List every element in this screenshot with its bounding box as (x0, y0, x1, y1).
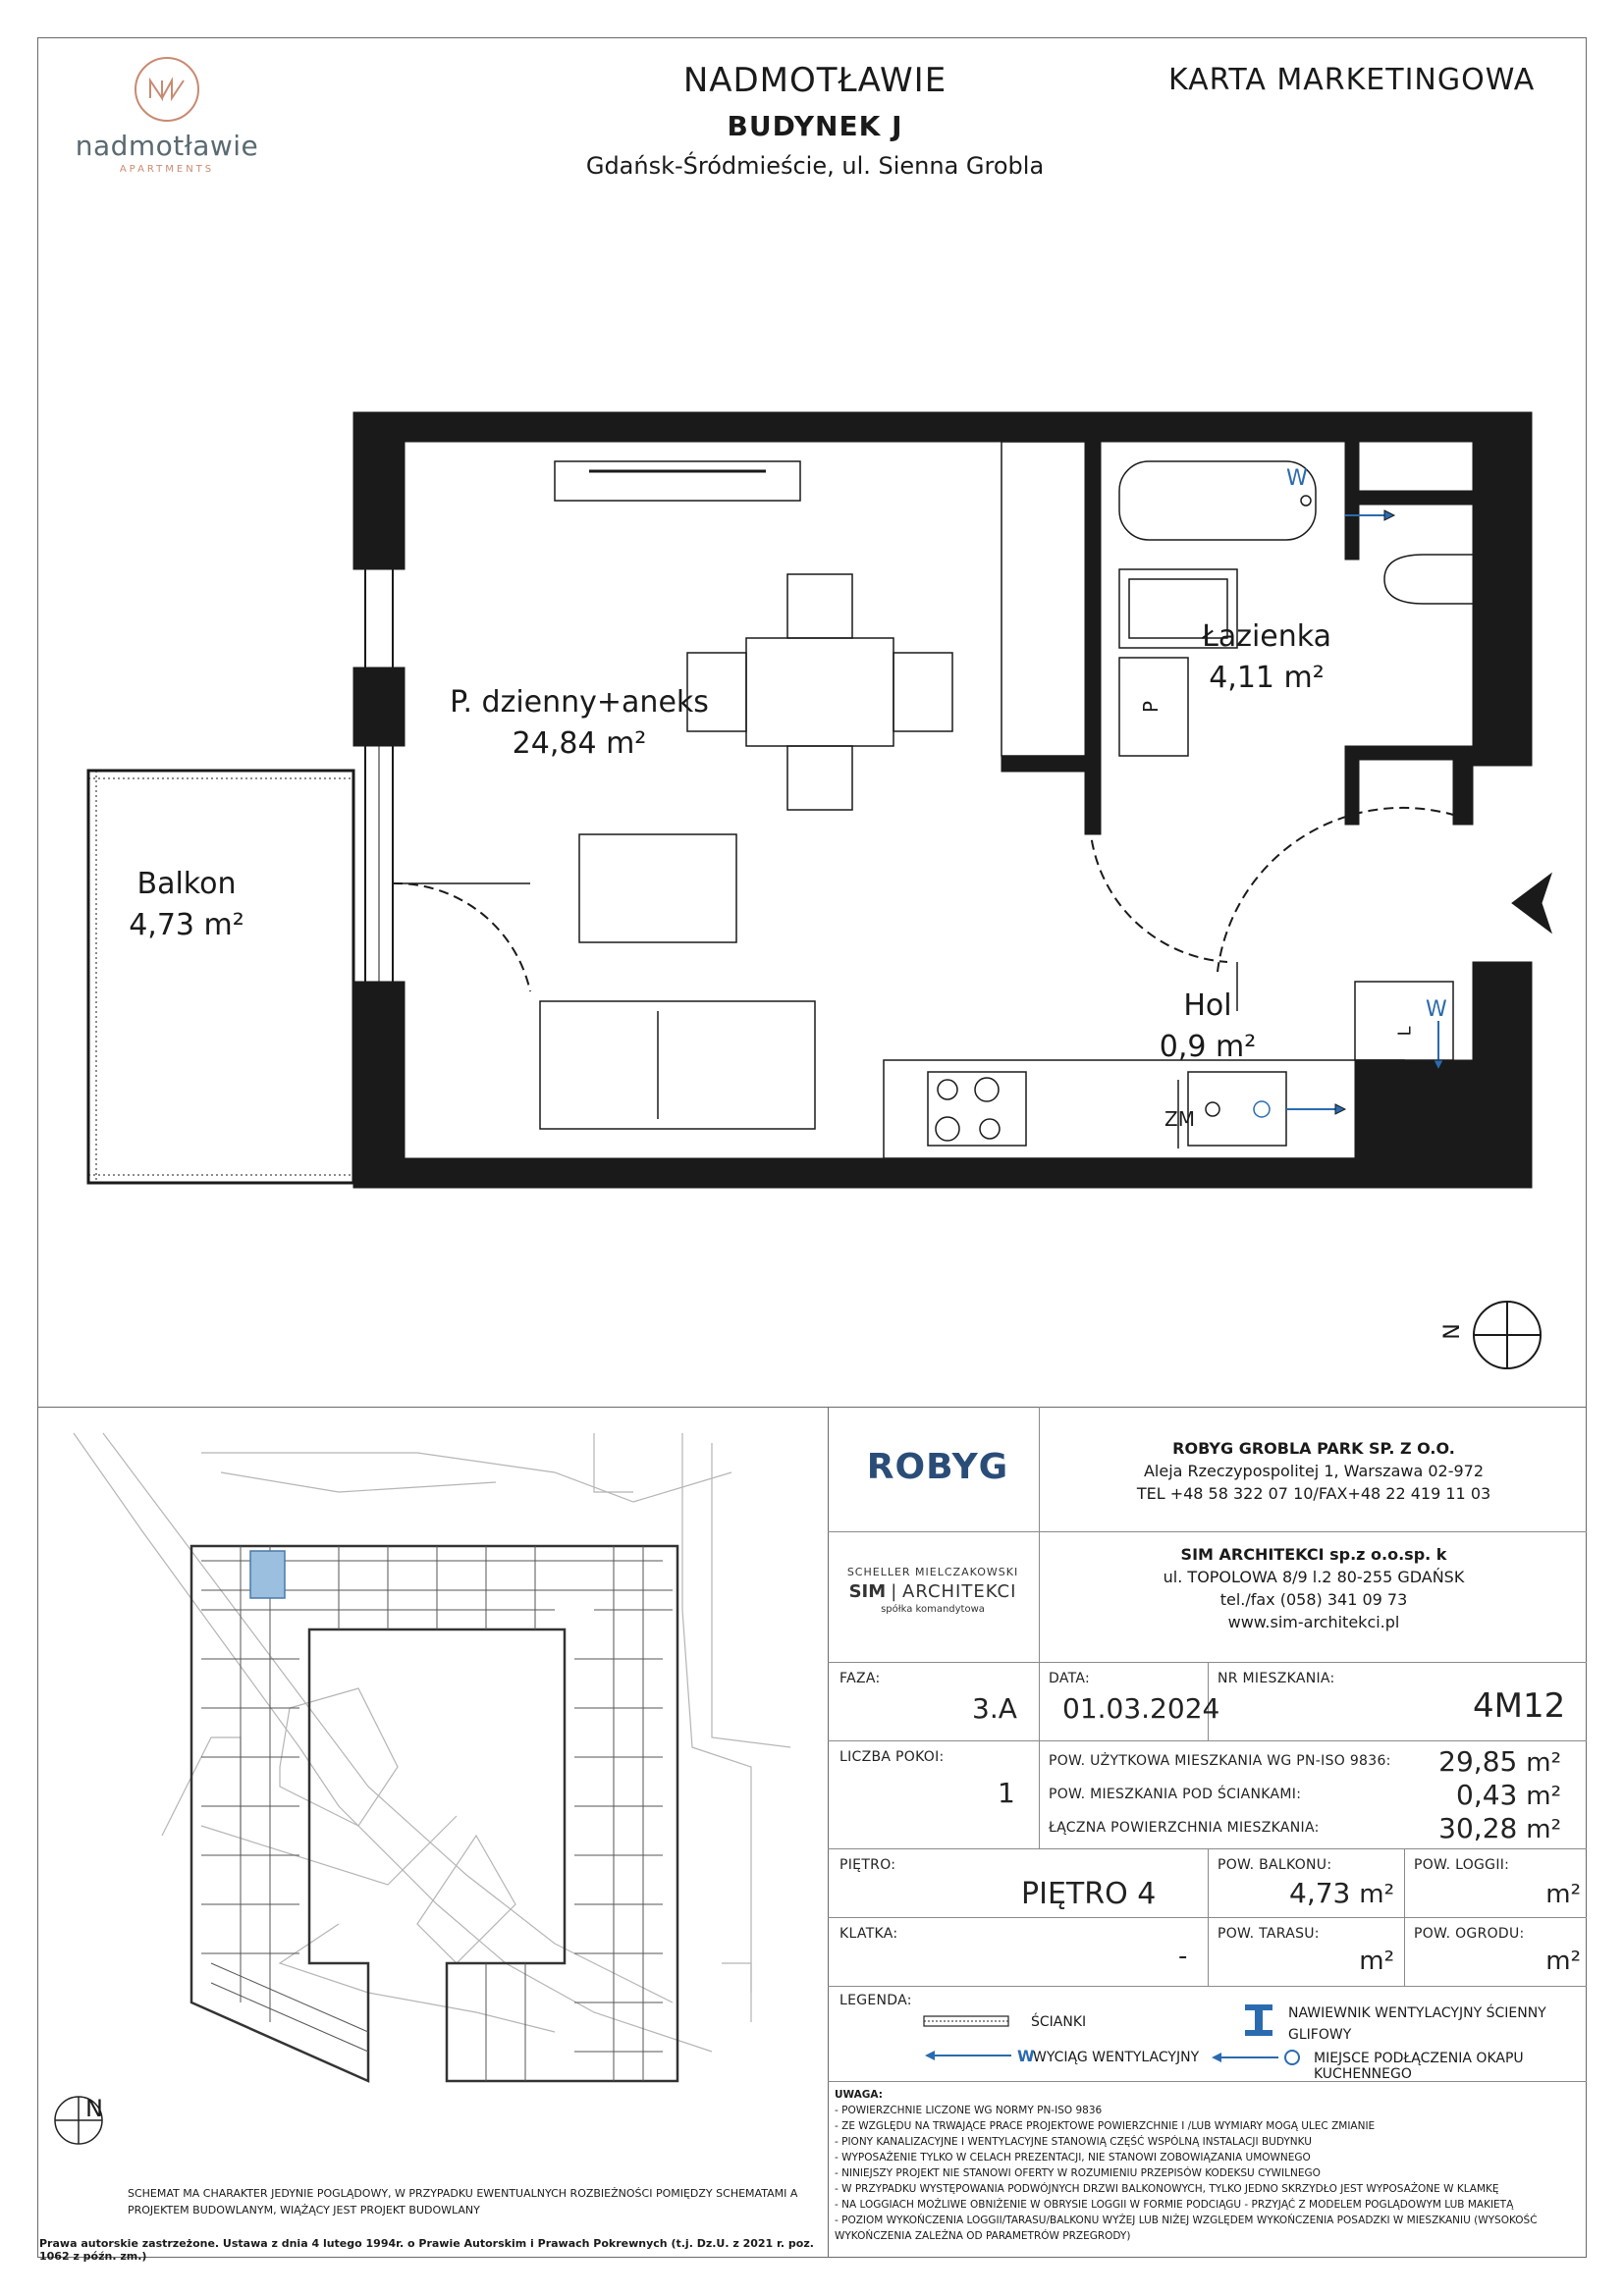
room-hall-name: Hol (1183, 988, 1232, 1023)
balkon-unit: m² (1359, 1880, 1394, 1909)
hood-legend-label: MIEJSCE PODŁĄCZENIA OKAPU KUCHENNEGO (1314, 2051, 1524, 2082)
room-living-name: P. dzienny+aneks (450, 685, 709, 720)
data-value: 01.03.2024 (1062, 1692, 1220, 1725)
balkon-label: POW. BALKONU: (1218, 1857, 1332, 1873)
section-divider (37, 1407, 1587, 1408)
pod-label: POW. MIESZKANIA POD ŚCIANKAMI: (1049, 1787, 1302, 1802)
room-hall-area: 0,9 m² (1159, 1030, 1257, 1064)
hall-vent-mark: W (1426, 997, 1447, 1022)
site-north-label: N (85, 2095, 103, 2122)
pietro-label: PIĘTRO: (839, 1857, 896, 1873)
architect-name: SIM ARCHITEKCI sp.z o.o.sp. k (1180, 1545, 1447, 1564)
ogrod-unit: m² (1545, 1947, 1581, 1976)
developer-info (1041, 1439, 1587, 1503)
room-hall (1110, 986, 1306, 1068)
notes-title: UWAGA: (835, 2089, 883, 2101)
klatka-value: - (1178, 1942, 1188, 1971)
room-living-area: 24,84 m² (512, 726, 647, 761)
developer-address: Aleja Rzeczypospolitej 1, Warszawa 02-972 (1143, 1462, 1485, 1480)
pu-unit: m² (1526, 1748, 1561, 1778)
pod-number: 0,43 (1456, 1779, 1518, 1811)
pu-label: POW. UŻYTKOWA MIESZKANIA WG PN-ISO 9836: (1049, 1753, 1391, 1769)
developer-phone: TEL +48 58 322 07 10/FAX+48 22 419 11 03 (1136, 1484, 1491, 1503)
site-plan (44, 1414, 825, 2169)
faza-label: FAZA: (839, 1671, 881, 1686)
vent-legend-label: WYCIĄG WENTYLACYJNY (1033, 2050, 1200, 2065)
note-item: - PIONY KANALIZACYJNE I WENTYLACYJNE STANOWIĄ CZĘŚĆ WSPÓLNĄ INSTALACJI BUDYNKU (835, 2136, 1312, 2148)
washer-mark: P (1139, 700, 1164, 714)
room-balcony-area: 4,73 m² (129, 908, 244, 942)
walls-legend-label: ŚCIANKI (1031, 2014, 1087, 2030)
total-label: ŁĄCZNA POWIERZCHNIA MIESZKANIA: (1049, 1820, 1320, 1836)
architect-web: www.sim-architekci.pl (1227, 1613, 1400, 1631)
wardrobe-mark: L (1394, 1026, 1416, 1037)
klatka-label: KLATKA: (839, 1926, 898, 1942)
note-item: - ZE WZGLĘDU NA TRWAJĄCE PRACE PROJEKTOWE POWIERZCHNIE I /LUB WYMIARY MOGĄ ULEC ZMIANIE (835, 2120, 1376, 2132)
pietro-value: PIĘTRO 4 (1021, 1877, 1157, 1911)
note-item: - POZIOM WYKOŃCZENIA LOGGII/TARASU/BALKONU WYŻEJ LUB NIŻEJ WZGLĘDEM WYKOŃCZENIA POSADZKI W MIESZKANIU (WYSOKOŚĆ WYKOŃCZENIA ZALEŻNA OD PARAMETRÓW PRZEGRODY) (835, 2215, 1538, 2242)
legend-title: LEGENDA: (839, 1993, 912, 2008)
north-label: N (1436, 1323, 1462, 1340)
pod-unit: m² (1526, 1782, 1561, 1811)
ogrod-label: POW. OGRODU: (1414, 1926, 1525, 1942)
pu-number: 29,85 (1438, 1745, 1518, 1778)
architect-address: ul. TOPOLOWA 8/9 l.2 80-255 GDAŃSK (1163, 1568, 1465, 1586)
architect-logo-arch: ARCHITEKCI (902, 1581, 1017, 1602)
developer-name: ROBYG GROBLA PARK SP. Z O.O. (1172, 1439, 1455, 1458)
project-logo (69, 55, 265, 192)
hood-mark: ZM (1164, 1107, 1195, 1131)
room-balcony (98, 864, 275, 946)
architect-logo-top: SCHELLER MIELCZAKOWSKI (846, 1566, 1019, 1578)
address: Gdańsk-Śródmieście, ul. Sienna Grobla (585, 152, 1045, 180)
room-balcony-name: Balkon (136, 867, 237, 901)
nr-label: NR MIESZKANIA: (1218, 1671, 1335, 1686)
note-item: - NINIEJSZY PROJEKT NIE STANOWI OFERTY W ROZUMIENIU PRZEPISÓW KODEKSU CYWILNEGO (835, 2167, 1321, 2179)
building-title: BUDYNEK J (727, 110, 903, 142)
total-number: 30,28 (1438, 1812, 1518, 1844)
balkon-number: 4,73 (1289, 1877, 1351, 1909)
logo-sub: APARTMENTS (119, 164, 215, 175)
loggia-unit: m² (1545, 1880, 1581, 1909)
room-bath-name: Łazienka (1201, 619, 1332, 654)
taras-value (1218, 1944, 1394, 1976)
floor-plan (59, 373, 1571, 1394)
taras-unit: m² (1359, 1947, 1394, 1976)
info-divider (828, 1407, 829, 2258)
room-bath (1159, 616, 1375, 699)
pokoje-label: LICZBA POKOI: (839, 1749, 945, 1765)
grille-icon (1239, 2001, 1278, 2040)
robyg-logo: ROBYG (866, 1447, 1009, 1487)
architect-logo-sub: spółka komandytowa (881, 1604, 985, 1615)
document-type: KARTA MARKETINGOWA (1168, 63, 1536, 97)
grille-legend-label: NAWIEWNIK WENTYLACYJNY ŚCIENNY GLIFOWY (1288, 2005, 1546, 2043)
faza-value: 3.A (972, 1692, 1017, 1725)
architect-info (1041, 1545, 1587, 1631)
loggia-value (1414, 1877, 1581, 1909)
logo-name: nadmotławie (75, 130, 259, 162)
nr-value: 4M12 (1473, 1686, 1566, 1726)
ogrod-value (1414, 1944, 1581, 1976)
hood-connection-icon (1210, 2048, 1308, 2067)
room-bath-area: 4,11 m² (1209, 661, 1325, 695)
note-item: - POWIERZCHNIE LICZONE WG NORMY PN-ISO 9836 (835, 2105, 1103, 2116)
pu-value (1375, 1745, 1561, 1778)
architect-phone: tel./fax (058) 341 09 73 (1219, 1590, 1408, 1609)
architect-logo: SCHELLER MIELCZAKOWSKI SIM | ARCHITEKCI spółka komandytowa (830, 1566, 1036, 1615)
taras-label: POW. TARASU: (1218, 1926, 1320, 1942)
pokoje-value: 1 (998, 1777, 1015, 1809)
loggia-label: POW. LOGGII: (1414, 1857, 1510, 1873)
note-item: - W PRZYPADKU WYSTĘPOWANIA PODWÓJNYCH DRZWI BALKONOWYCH, TYLKO JEDNO SKRZYDŁO JEST WYPOSAŻONE W KLAMKĘ (835, 2183, 1499, 2195)
architect-logo-sim: SIM (848, 1581, 887, 1602)
balkon-value (1218, 1877, 1394, 1909)
bath-vent-mark: W (1286, 466, 1308, 491)
notes (835, 2087, 1581, 2244)
walls-legend-icon (923, 2014, 1011, 2030)
schema-note: SCHEMAT MA CHARAKTER JEDYNIE POGLĄDOWY, W PRZYPADKU EWENTUALNYCH ROZBIEŻNOŚCI POMIĘDZY SCHEMATAMI A PROJEKTEM BUDOWLANYM, WIĄŻĄCY JEST PROJEKT BUDOWLANY (128, 2187, 798, 2216)
monogram-n-icon (133, 55, 201, 124)
pod-value (1375, 1779, 1561, 1811)
svg-text:W: W (1017, 2047, 1035, 2065)
project-title: NADMOTŁAWIE (682, 61, 947, 100)
data-label: DATA: (1049, 1671, 1091, 1686)
note-item: - NA LOGGIACH MOŻLIWE OBNIŻENIE W OBRYSIE LOGGII W FORMIE PODCIĄGU - PRZYJĄĆ Z MODELEM POGLĄDOWYM LUB MAKIETĄ (835, 2199, 1514, 2211)
total-unit: m² (1526, 1815, 1561, 1844)
copyright: Prawa autorskie zastrzeżone. Ustawa z dnia 4 lutego 1994r. o Prawie Autorskim i Prawach Pokrewnych (t.j. Dz.U. z 2021 r. poz. 1062 z późn. zm.) (39, 2237, 814, 2263)
note-item: - WYPOSAŻENIE TYLKO W CELACH PREZENTACJI, NIE STANOWI ZOBOWIĄZANIA UMOWNEGO (835, 2152, 1311, 2163)
room-living (412, 682, 746, 765)
vent-arrow-icon (923, 2046, 1035, 2065)
total-value (1375, 1812, 1561, 1844)
